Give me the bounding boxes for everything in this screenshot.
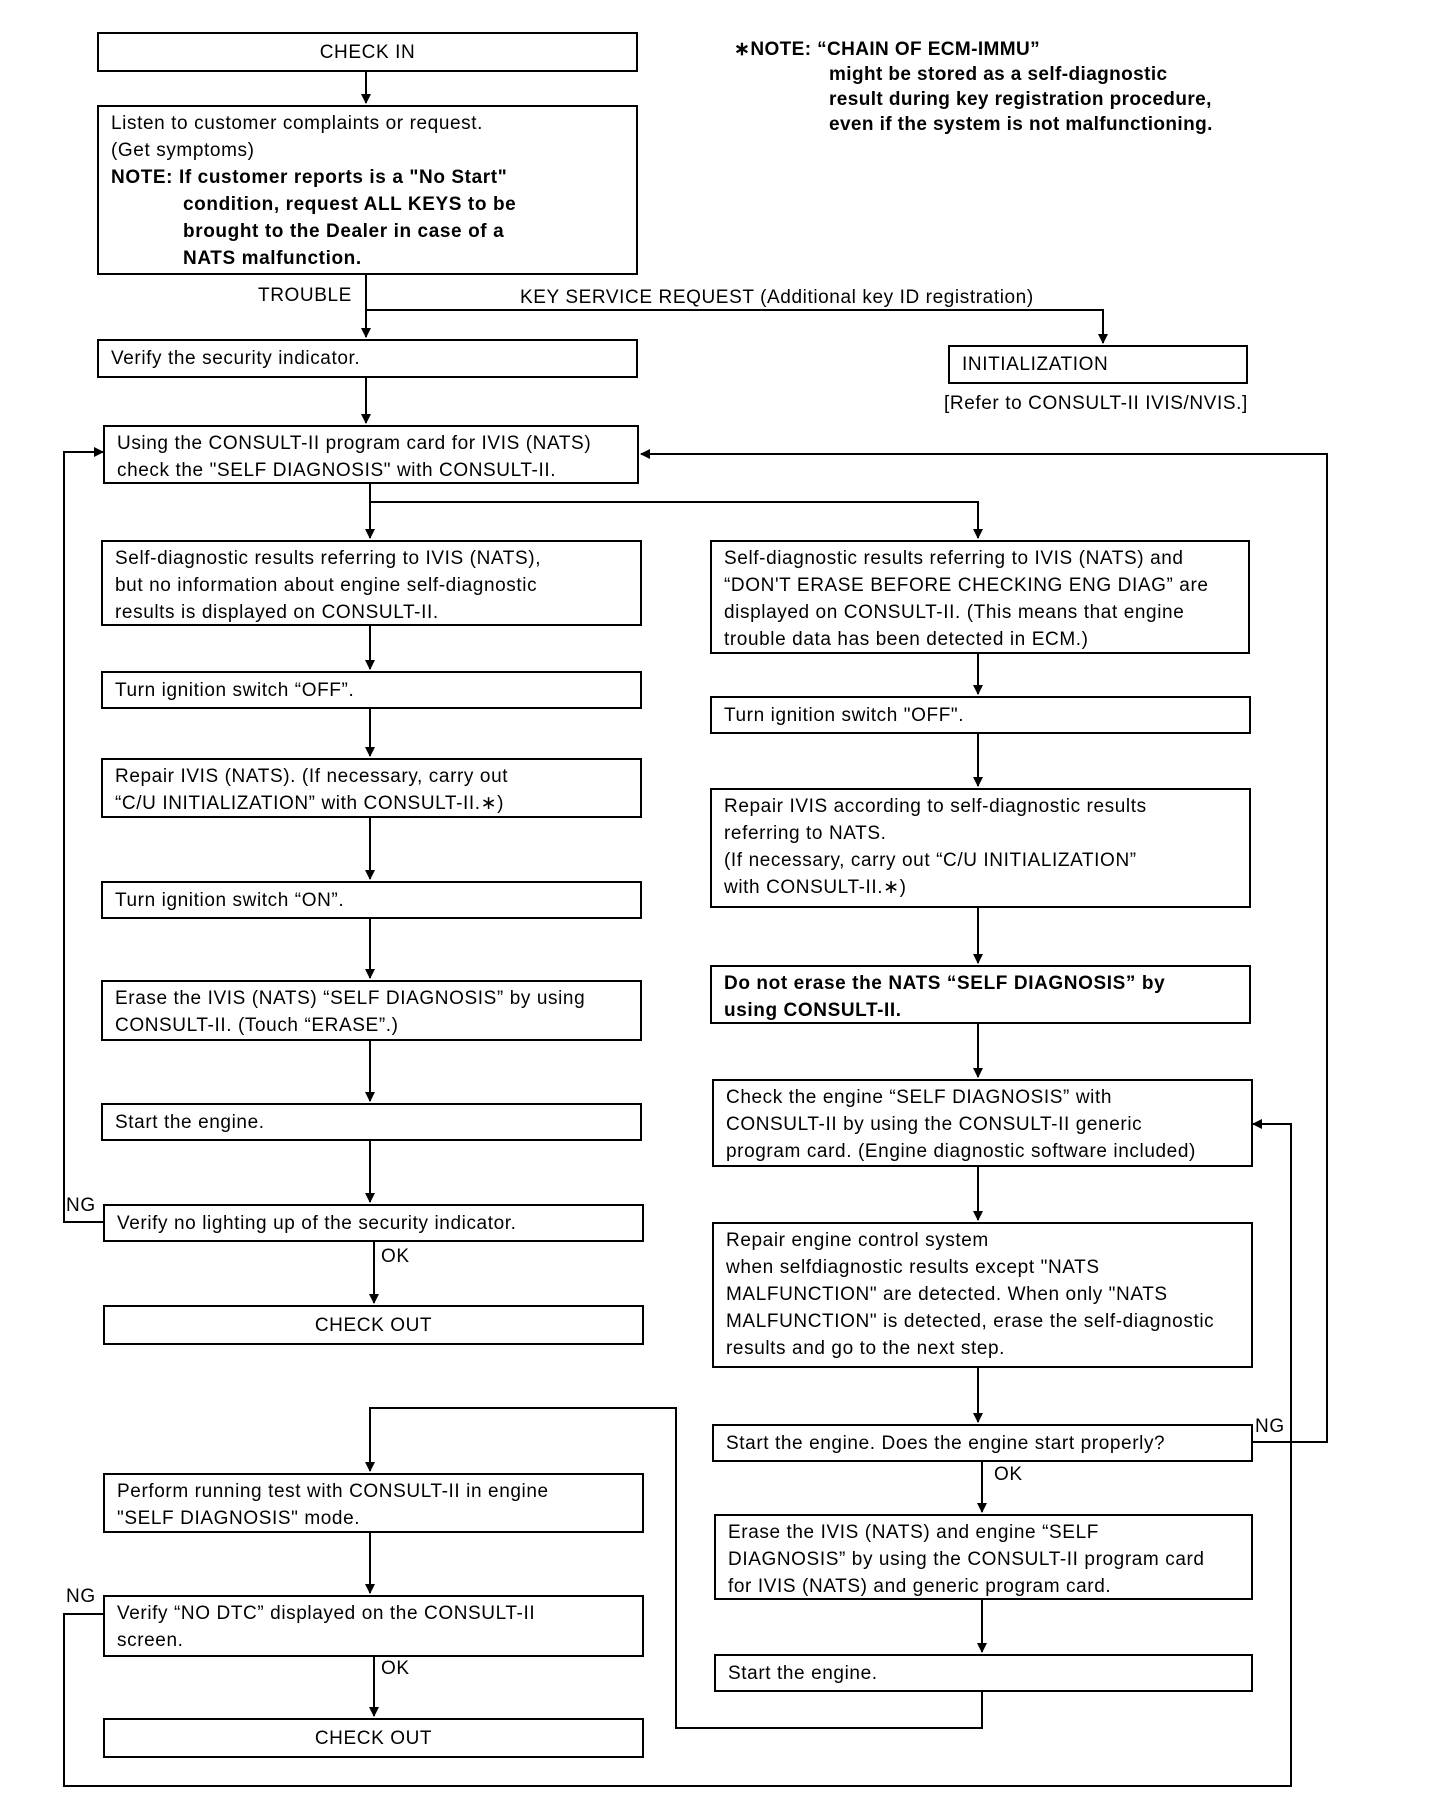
right-repair-line: with CONSULT-II.∗): [724, 877, 907, 898]
left-results-line: Self-diagnostic results referring to IVIS (NATS),: [115, 548, 542, 569]
check-engine-box: [712, 1079, 1253, 1167]
repair-engine-line: MALFUNCTION" are detected. When only "NATS: [726, 1284, 1168, 1305]
note-line: might be stored as a self-diagnostic: [829, 64, 1168, 85]
note-line: even if the system is not malfunctioning.: [829, 114, 1213, 135]
listen-note-line: NATS malfunction.: [183, 248, 362, 269]
listen-note-line: brought to the Dealer in case of a: [183, 221, 505, 242]
right-repair-line: Repair IVIS according to self-diagnostic results: [724, 796, 1147, 817]
left-turn-off-label: Turn ignition switch “OFF”.: [115, 679, 355, 701]
verify-indicator-box: [97, 339, 638, 378]
erase-both-box: [714, 1514, 1253, 1600]
do-not-erase-line: Do not erase the NATS “SELF DIAGNOSIS” by: [724, 973, 1166, 994]
right-repair-line: (If necessary, carry out “C/U INITIALIZATION”: [724, 850, 1137, 871]
left-turn-on-box: [101, 881, 642, 919]
listen-note-line: NOTE: If customer reports is a "No Start": [111, 167, 508, 188]
right-results-line: trouble data has been detected in ECM.): [724, 629, 1089, 650]
ng-label: NG: [66, 1586, 96, 1607]
note-line: result during key registration procedure,: [829, 89, 1212, 110]
left-results-box: [101, 540, 642, 626]
left-start-box: [101, 1103, 642, 1141]
right-turn-off-label: Turn ignition switch "OFF".: [724, 704, 965, 726]
check-out-label: CHECK OUT: [314, 1314, 433, 1336]
check-engine-line: CONSULT-II by using the CONSULT-II generic: [726, 1114, 1143, 1135]
do-not-erase-box: [710, 965, 1251, 1024]
ok-label: OK: [994, 1464, 1023, 1485]
check-engine-line: Check the engine “SELF DIAGNOSIS” with: [726, 1087, 1113, 1108]
check-in-box: [97, 32, 638, 72]
left-verify-label: Verify no lighting up of the security indicator.: [117, 1212, 517, 1234]
repair-engine-box: [712, 1222, 1253, 1368]
consult-check-line: Using the CONSULT-II program card for IVIS (NATS): [117, 433, 592, 454]
right-results-line: displayed on CONSULT-II. (This means that engine: [724, 602, 1185, 623]
check-out-box: [103, 1718, 644, 1758]
running-test-box: [103, 1473, 644, 1533]
trouble-label: TROUBLE: [258, 285, 352, 306]
arrow-consult-right-results: [370, 502, 978, 538]
erase-both-line: DIAGNOSIS” by using the CONSULT-II program card: [728, 1549, 1205, 1570]
right-results-line: Self-diagnostic results referring to IVIS (NATS) and: [724, 548, 1184, 569]
verify-indicator-label: Verify the security indicator.: [111, 348, 361, 369]
right-repair-line: referring to NATS.: [724, 823, 887, 844]
left-results-line: results is displayed on CONSULT-II.: [115, 602, 439, 623]
initialization-reference: [Refer to CONSULT-II IVIS/NVIS.]: [944, 393, 1248, 414]
do-not-erase-line: using CONSULT-II.: [724, 1000, 902, 1021]
repair-engine-line: results and go to the next step.: [726, 1338, 1006, 1359]
repair-engine-line: MALFUNCTION" is detected, erase the self-diagnostic: [726, 1311, 1215, 1332]
ng-label: NG: [1255, 1416, 1285, 1437]
chain-note: [734, 37, 1213, 137]
arrow-ng-loop-1: [64, 452, 103, 1222]
left-erase-line: CONSULT-II. (Touch “ERASE”.): [115, 1015, 399, 1036]
listen-note-line: condition, request ALL KEYS to be: [183, 194, 517, 215]
consult-check-box: [103, 425, 639, 484]
left-erase-line: Erase the IVIS (NATS) “SELF DIAGNOSIS” by using: [115, 988, 586, 1009]
repair-engine-line: when selfdiagnostic results except "NATS: [726, 1257, 1100, 1278]
check-engine-line: program card. (Engine diagnostic software included): [726, 1141, 1196, 1162]
verify-no-dtc-line: Verify “NO DTC” displayed on the CONSULT-II: [117, 1603, 536, 1624]
left-turn-off-box: [101, 671, 642, 709]
left-turn-on-label: Turn ignition switch “ON”.: [115, 889, 345, 911]
consult-check-line: check the "SELF DIAGNOSIS" with CONSULT-II.: [117, 460, 557, 481]
right-start-box: [714, 1654, 1253, 1692]
verify-no-dtc-line: screen.: [117, 1630, 184, 1651]
right-start-label: Start the engine.: [728, 1662, 878, 1684]
repair-engine-line: Repair engine control system: [726, 1230, 989, 1251]
start-properly-label: Start the engine. Does the engine start properly?: [726, 1432, 1166, 1454]
running-test-line: Perform running test with CONSULT-II in engine: [117, 1481, 549, 1502]
ok-label: OK: [381, 1658, 410, 1679]
right-turn-off-box: [710, 696, 1251, 734]
note-line: ∗NOTE: “CHAIN OF ECM-IMMU”: [734, 39, 1041, 60]
left-repair-line: Repair IVIS (NATS). (If necessary, carry out: [115, 766, 509, 787]
left-repair-line: “C/U INITIALIZATION” with CONSULT-II.∗): [115, 793, 505, 814]
check-out-label: CHECK OUT: [314, 1727, 433, 1749]
listen-box: [97, 105, 638, 275]
right-results-line: “DON'T ERASE BEFORE CHECKING ENG DIAG” are: [724, 575, 1209, 596]
left-start-label: Start the engine.: [115, 1111, 265, 1133]
erase-both-line: Erase the IVIS (NATS) and engine “SELF: [728, 1522, 1099, 1543]
listen-line: (Get symptoms): [111, 140, 255, 161]
left-results-line: but no information about engine self-diagnostic: [115, 575, 538, 596]
initialization-label: INITIALIZATION: [962, 354, 1109, 375]
listen-line: Listen to customer complaints or request.: [111, 113, 484, 134]
left-erase-box: [101, 980, 642, 1041]
key-service-label: KEY SERVICE REQUEST (Additional key ID registration): [520, 287, 1034, 308]
check-in-label: CHECK IN: [319, 41, 416, 63]
check-out-box: [103, 1305, 644, 1345]
right-repair-box: [710, 788, 1251, 908]
running-test-line: "SELF DIAGNOSIS" mode.: [117, 1508, 361, 1529]
start-properly-box: [712, 1424, 1253, 1462]
ng-label: NG: [66, 1195, 96, 1216]
erase-both-line: for IVIS (NATS) and generic program card.: [728, 1576, 1112, 1597]
left-verify-box: [103, 1204, 644, 1242]
left-repair-box: [101, 758, 642, 818]
initialization-box: [948, 345, 1248, 384]
right-results-box: [710, 540, 1250, 654]
ok-label: OK: [381, 1246, 410, 1267]
verify-no-dtc-box: [103, 1595, 644, 1657]
